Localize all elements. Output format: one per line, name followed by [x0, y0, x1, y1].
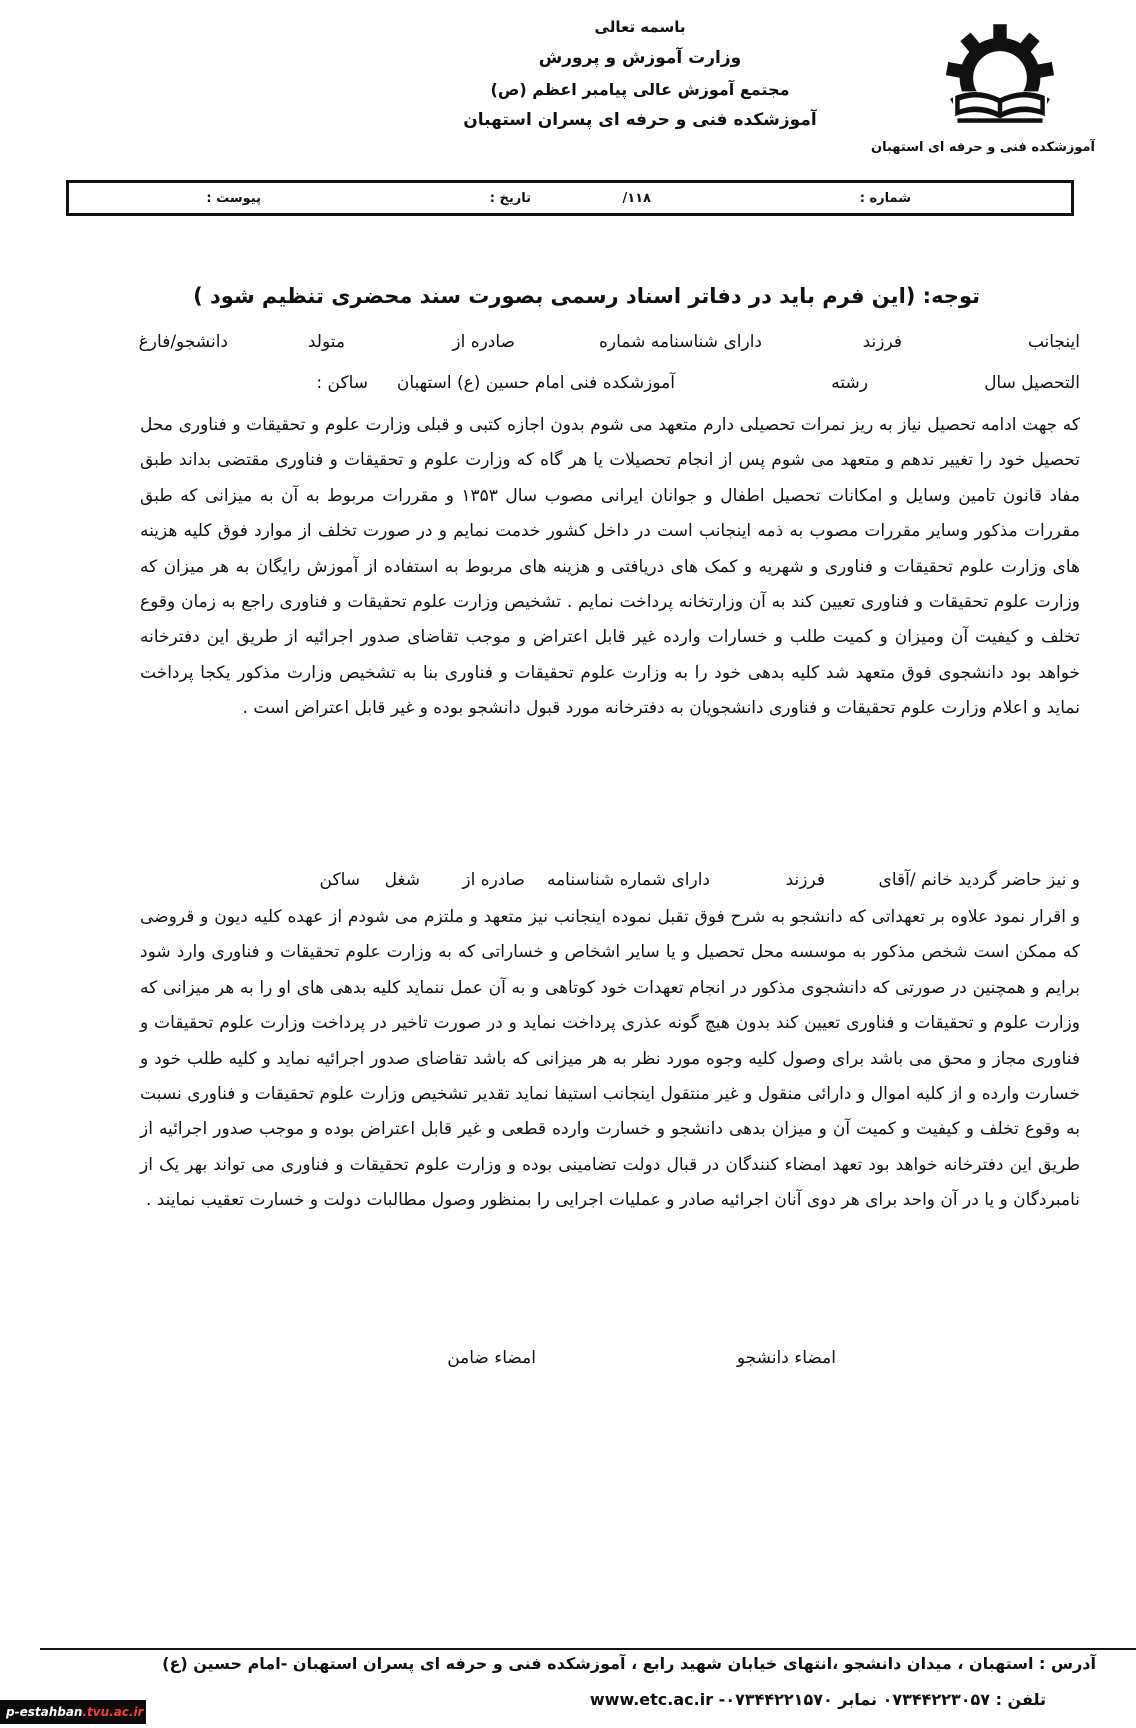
child-of-label: فرزند	[862, 332, 902, 352]
guarantor-resident-label: ساکن	[319, 870, 360, 890]
college-logo	[871, 22, 1095, 155]
identity-line-2	[120, 373, 1080, 399]
id-number-label: دارای شناسنامه شماره	[598, 332, 762, 352]
letterhead	[420, 12, 860, 136]
number-value: ۱۱۸/	[622, 191, 651, 206]
issued-from-label: صادره از	[452, 332, 515, 352]
college-heading: آموزشکده فنی و حرفه ای پسران استهبان	[463, 110, 817, 130]
bismillah-heading: باسمه تعالی	[594, 18, 686, 36]
guarantor-identity-line	[120, 870, 1080, 896]
number-label: شماره :	[859, 191, 911, 206]
footer-divider	[40, 1648, 1136, 1650]
site-badge-suffix: .tvu.ac.ir	[82, 1705, 144, 1719]
gear-book-logo-icon	[944, 22, 1056, 134]
graduation-year-label: التحصیل سال	[984, 373, 1080, 393]
guarantor-intro-label: و نیز حاضر گردید خانم /آقای	[878, 870, 1080, 890]
guarantor-child-of-label: فرزند	[785, 870, 825, 890]
field-label: رشته	[831, 373, 868, 393]
guarantor-issued-label: صادره از	[462, 870, 525, 890]
student-commitment-paragraph: که جهت ادامه تحصیل نیاز به ریز نمرات تحصیلی دارم متعهد می شوم بدون اجازه کتبی و قبلی وزارت علوم و تحقیقات و فناوری محل تحصیل خود را تغییر ندهم و متعهد می شوم پس از انجام تحصیلات یا هر گاه که وزارت علوم و تحقیقات و فناوری مقتضی بداند طبق مفاد قانون تامین وسایل و امکانات تحصیل اطفال و جوانان ایرانی مصوب سال ۱۳۵۳ و مقررات مربوط به آن به میزانی که طبق مقررات مذکور وسایر مقررات مصوب به ذمه اینجانب است در داخل کشور خدمت نمایم و در صورت تخلف از موارد فوق کلیه هزینه های وزارت علوم تحقیقات و فناوری و شهریه و کمک های دریافتی و هزینه های مربوط به استفاده از آموزش رایگان به هر میزان که وزارت علوم تحقیقات و فناوری تعیین کند به آن وزارتخانه پرداخت نمایم . تشخیص وزارت علوم تحقیقات و فناوری راجع به زمان وقوع تخلف و کیفیت آن ومیزان و کمیت طلب و خسارات وارده غیر قابل اعتراض و موجب تقاضای صدور اجرائیه از طریق این دفترخانه خواهد بود دانشجوی فوق متعهد شد کلیه بدهی خود را به وزارت علوم تحقیقات و فناوری بنا به تشخیص وزارت مذکور یکجا پرداخت نماید و اعلام وزارت علوم تحقیقات و فناوری دانشجویان به دفترخانه مورد قبول دانشجو بوده و غیر قابل اعتراض است .	[140, 415, 1080, 719]
site-badge-prefix: p-	[6, 1705, 20, 1719]
student-signature-label: امضاء دانشجو	[736, 1348, 836, 1368]
site-watermark-badge	[0, 1700, 146, 1724]
guarantor-signature-label: امضاء ضامن	[447, 1348, 536, 1368]
guarantor-commitment-paragraph: و اقرار نمود علاوه بر تعهداتی که دانشجو به شرح فوق تقبل نموده اینجانب نیز متعهد و ملتزم می شودم از عهده کلیه دیون و قروضی که ممکن است شخص مذکور به موسسه محل تحصیل و یا سایر اشخاص و خساراتی که به وزارت علوم تحقیقات و فناوری وارد شود برایم و همچنین در صورتی که دانشجوی مذکور در انجام تعهدات خود کوتاهی و به آن عمل ننماید کلیه بدهی های او را به هر میزانی که وزارت علوم و تحقیقات و فناوری تعیین کند بدون هیچ گونه عذری پرداخت نماید و در صورت تاخیر در پرداخت وزارت علوم تحقیقات و فناوری مجاز و محق می باشد برای وصول کلیه وجوه مورد نظر به هر میزانی که باشد تقاضای صدور اجرائیه نماید و کلیه طلب خود و خسارت وارده و از کلیه اموال و دارائی منقول و غیر منتقول اینجانب استیفا نماید تقدیر تشخیص وزارت علوم تحقیقات و فناوری نسبت به وقوع تخلف و کیفیت و کمیت آن و میزان بدهی دانشجو و خسارت وارده قطعی و غیر قابل اعتراض بوده و موجب صدور اجرائیه از طریق این دفترخانه خواهد بود تعهد امضاء کنندگان در قبال دولت تضامینی بوده و وزارت علوم تحقیقات و فناوری می تواند بهر یک از نامبردگان و یا در آن واحد برای هر دوی آنان اجرائیه صادر و عملیات اجرایی را بمنظور وصول مطالبات دولت و خسارت تعقیب نمایند .	[140, 907, 1080, 1211]
resident-label: ساکن :	[316, 373, 368, 393]
complex-heading: مجتمع آموزش عالی پیامبر اعظم (ص)	[490, 80, 790, 99]
guarantor-id-label: دارای شماره شناسنامه	[546, 870, 710, 890]
site-badge-main: estahban	[19, 1705, 83, 1719]
attachment-label: پیوست :	[206, 191, 261, 206]
signature-area	[316, 1348, 836, 1378]
footer-address: آدرس : استهبان ، میدان دانشجو ،انتهای خیابان شهید رابع ، آموزشکده فنی و حرفه ای پسران استهبان -امام حسین (ع)	[162, 1654, 1096, 1673]
undersigned-label: اینجانب	[1027, 332, 1080, 352]
footer-contact: تلفن : ۰۷۳۴۴۲۲۳۰۵۷ نمابر ۰۷۳۴۴۲۲۱۵۷۰- www.etc.ac.ir	[589, 1690, 1046, 1709]
ministry-heading: وزارت آموزش و پرورش	[538, 48, 742, 68]
guarantor-job-label: شغل	[384, 870, 420, 890]
reference-box	[66, 180, 1074, 216]
logo-caption: آموزشکده فنی و حرفه ای استهبان	[871, 140, 1095, 155]
born-label: متولد	[307, 332, 345, 352]
college-name-label: آموزشکده فنی امام حسین (ع) استهبان	[396, 373, 675, 393]
note-title: توجه: (این فرم باید در دفاتر اسناد رسمی بصورت سند محضری تنظیم شود )	[193, 284, 980, 308]
date-label: تاریخ :	[489, 191, 531, 206]
student-graduate-label: دانشجو/فارغ	[138, 332, 228, 352]
identity-line-1	[120, 332, 1080, 358]
